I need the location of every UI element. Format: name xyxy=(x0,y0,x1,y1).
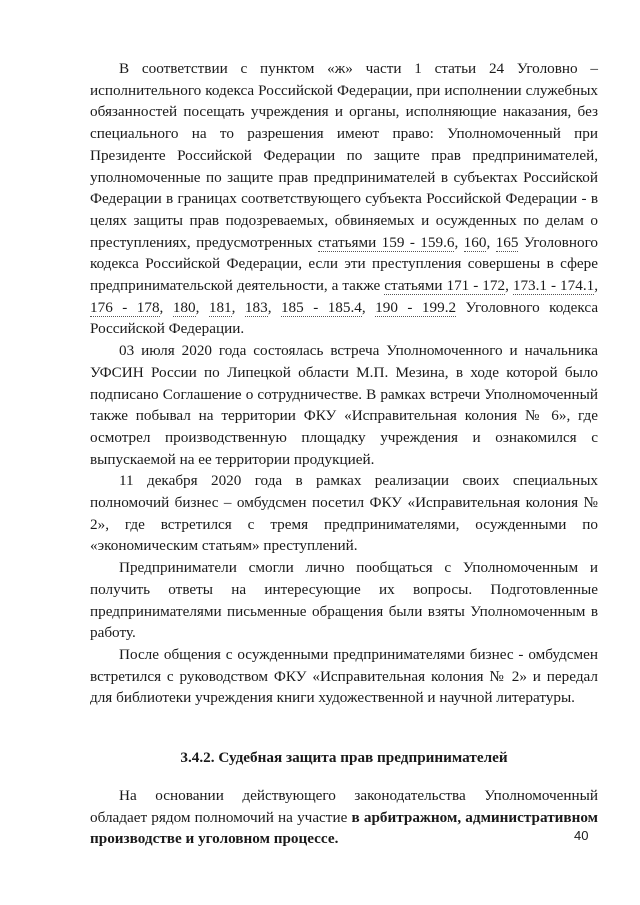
paragraph-3: 11 декабря 2020 года в рамках реализации своих специальных полномочий бизнес – омбудсмен посетил ФКУ «Исправительная колония № 2», где встретился с тремя предпринимателями, осужденными по «экономическим статьям» преступлений. xyxy=(90,472,598,555)
paragraph-1-text-b: Уголовного кодекса Российской Федерации, если эти преступления совершены в сфере предпринимательской деятельности, а также xyxy=(90,233,599,295)
section-heading: 3.4.2. Судебная защита прав предпринимателей xyxy=(180,749,508,767)
separator: , xyxy=(454,233,464,251)
law-link-173[interactable]: 173.1 - 174.1 xyxy=(512,277,595,295)
paragraph-5: После общения с осужденными предпринимателями бизнес - омбудсмен встретился с руководством ФКУ «Исправительная колония № 2» и передал для библиотеки учреждения книги художественной и научной литературы. xyxy=(90,645,598,707)
law-link-176[interactable]: 176 - 178 xyxy=(90,298,160,316)
law-link-185[interactable]: 185 - 185.4 xyxy=(280,298,362,316)
separator: , xyxy=(159,298,173,316)
page-number: 40 xyxy=(574,828,589,843)
separator: , xyxy=(231,298,245,316)
law-link-171[interactable]: статьями 171 - 172 xyxy=(384,277,506,295)
paragraph-6 xyxy=(90,785,598,850)
paragraph-2: 03 июля 2020 года состоялась встреча Уполномоченного и начальника УФСИН России по Липецкой области М.П. Мезина, в ходе которой было подписано Соглашение о сотрудничестве. В рамках встречи Уполномоченный также побывал на территории ФКУ «Исправительная колония № 6», где осмотрел производственную площадку учреждения и ознакомился с выпускаемой на ее территории продукцией. xyxy=(90,342,598,468)
law-link-190[interactable]: 190 - 199.2 xyxy=(375,298,457,316)
separator: , xyxy=(505,277,513,295)
paragraph-1-text-c: Уголовного кодекса Российской Федерации. xyxy=(90,298,599,338)
law-link-165[interactable]: 165 xyxy=(495,233,519,251)
law-link-181[interactable]: 181 xyxy=(208,298,232,316)
paragraph-6-text: На основании действующего законодательства Уполномоченный обладает рядом полномочий на участие xyxy=(90,786,598,826)
law-link-159[interactable]: статьями 159 - 159.6 xyxy=(318,233,455,251)
law-link-180[interactable]: 180 xyxy=(172,298,196,316)
paragraph-4: Предприниматели смогли лично пообщаться с Уполномоченным и получить ответы на интересующие их вопросы. Подготовленные предпринимателями письменные обращения были взяты Уполномоченным в работу. xyxy=(90,559,598,642)
law-link-183[interactable]: 183 xyxy=(244,298,268,316)
separator: , xyxy=(486,233,496,251)
separator: , xyxy=(594,277,599,295)
separator: , xyxy=(361,298,376,316)
paragraph-1-text-a: В соответствии с пунктом «ж» части 1 статьи 24 Уголовно – исполнительного кодекса Российской Федерации, при исполнении служебных обязанностей посещать учреждения и органы, исполняющие наказания, без специального на то разрешения имеют право: Уполномоченный при Президенте Российской Федерации по защите прав предпринимателей, уполномоченные по защите прав предпринимателей в субъектах Российской Федерации в границах соответствующего субъекта Российской Федерации - в целях защиты прав подозреваемых, обвиняемых и осужденных по делам о преступлениях, предусмотренных xyxy=(90,60,598,251)
page-body xyxy=(90,58,598,850)
separator: , xyxy=(267,298,281,316)
separator: , xyxy=(195,298,209,316)
paragraph-1 xyxy=(90,58,598,340)
paragraph-6-bold-text: в арбитражном, административном производстве и уголовном процессе. xyxy=(90,808,599,848)
law-link-160[interactable]: 160 xyxy=(463,233,487,251)
